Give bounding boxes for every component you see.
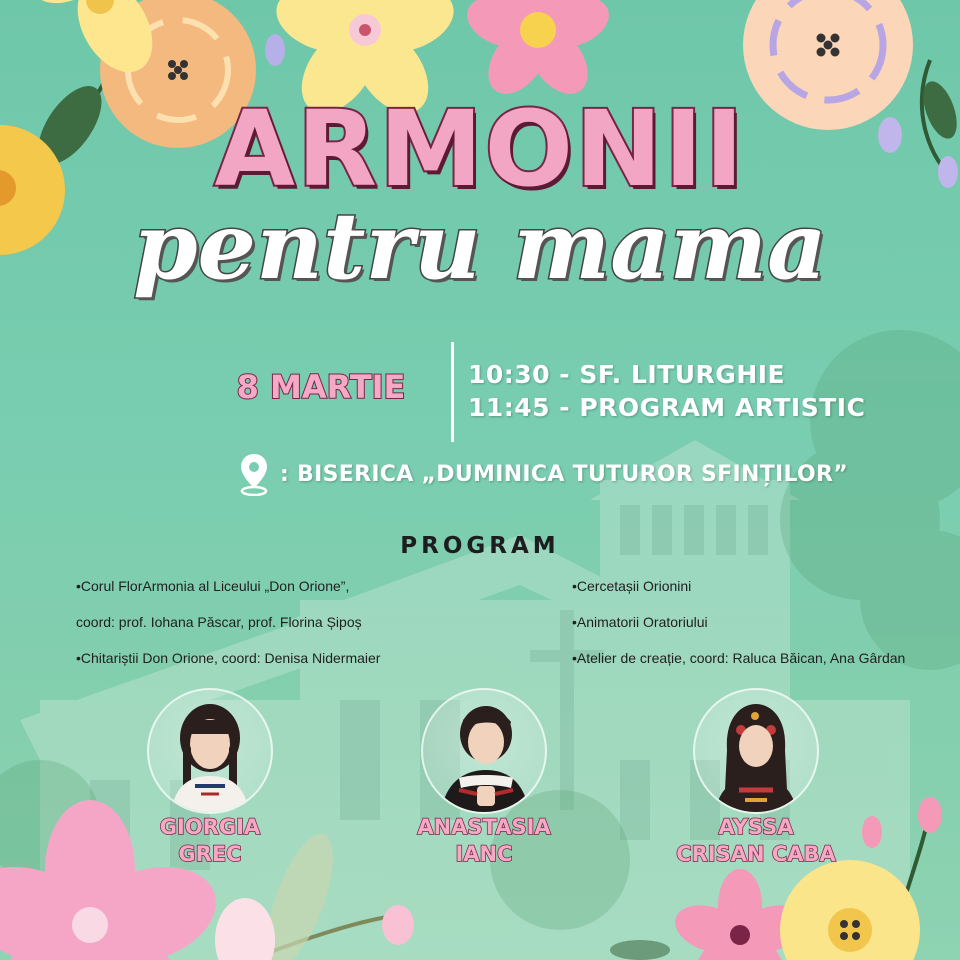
schedule-item: 11:45 - PROGRAM ARTISTIC <box>468 393 866 422</box>
program-heading: PROGRAM <box>400 533 560 559</box>
avatar <box>421 688 547 814</box>
program-list-right <box>572 574 905 682</box>
event-title: ARMONII <box>214 88 746 210</box>
event-subtitle: pentru mama <box>133 192 827 300</box>
performer-last-name: CRISAN CABA <box>676 842 836 866</box>
avatar <box>693 688 819 814</box>
program-item: •Corul FlorArmonia al Liceului „Don Orione”, <box>76 578 350 594</box>
program-item: •Cercetașii Orionini <box>572 578 692 594</box>
performer-last-name: IANC <box>455 842 513 866</box>
program-item: •Animatorii Oratoriului <box>572 614 708 630</box>
performer-card <box>100 688 320 868</box>
program-list-left <box>76 574 380 682</box>
program-item: •Atelier de creație, coord: Raluca Băican, Ana Gârdan <box>572 650 906 666</box>
performer-first-name: AYSSA <box>718 815 794 839</box>
divider <box>451 342 454 442</box>
performer-last-name: GREC <box>178 842 242 866</box>
girl-portrait-icon <box>149 690 271 812</box>
schedule <box>468 358 865 424</box>
location-text: : BISERICA „DUMINICA TUTUROR SFINȚILOR” <box>280 461 849 487</box>
performer-first-name: GIORGIA <box>159 815 261 839</box>
program-item: coord: prof. Iohana Păscar, prof. Florina Șipoș <box>76 614 362 630</box>
performer-card <box>374 688 594 868</box>
girl-portrait-icon <box>695 690 817 812</box>
event-date: 8 MARTIE <box>236 368 406 406</box>
performer-card <box>646 688 866 868</box>
event-location <box>238 452 848 496</box>
map-pin-icon <box>238 452 270 496</box>
girl-portrait-icon <box>423 690 545 812</box>
avatar <box>147 688 273 814</box>
schedule-item: 10:30 - SF. LITURGHIE <box>468 360 786 389</box>
program-item: •Chitariștii Don Orione, coord: Denisa Nidermaier <box>76 650 381 666</box>
performer-first-name: ANASTASIA <box>417 815 551 839</box>
